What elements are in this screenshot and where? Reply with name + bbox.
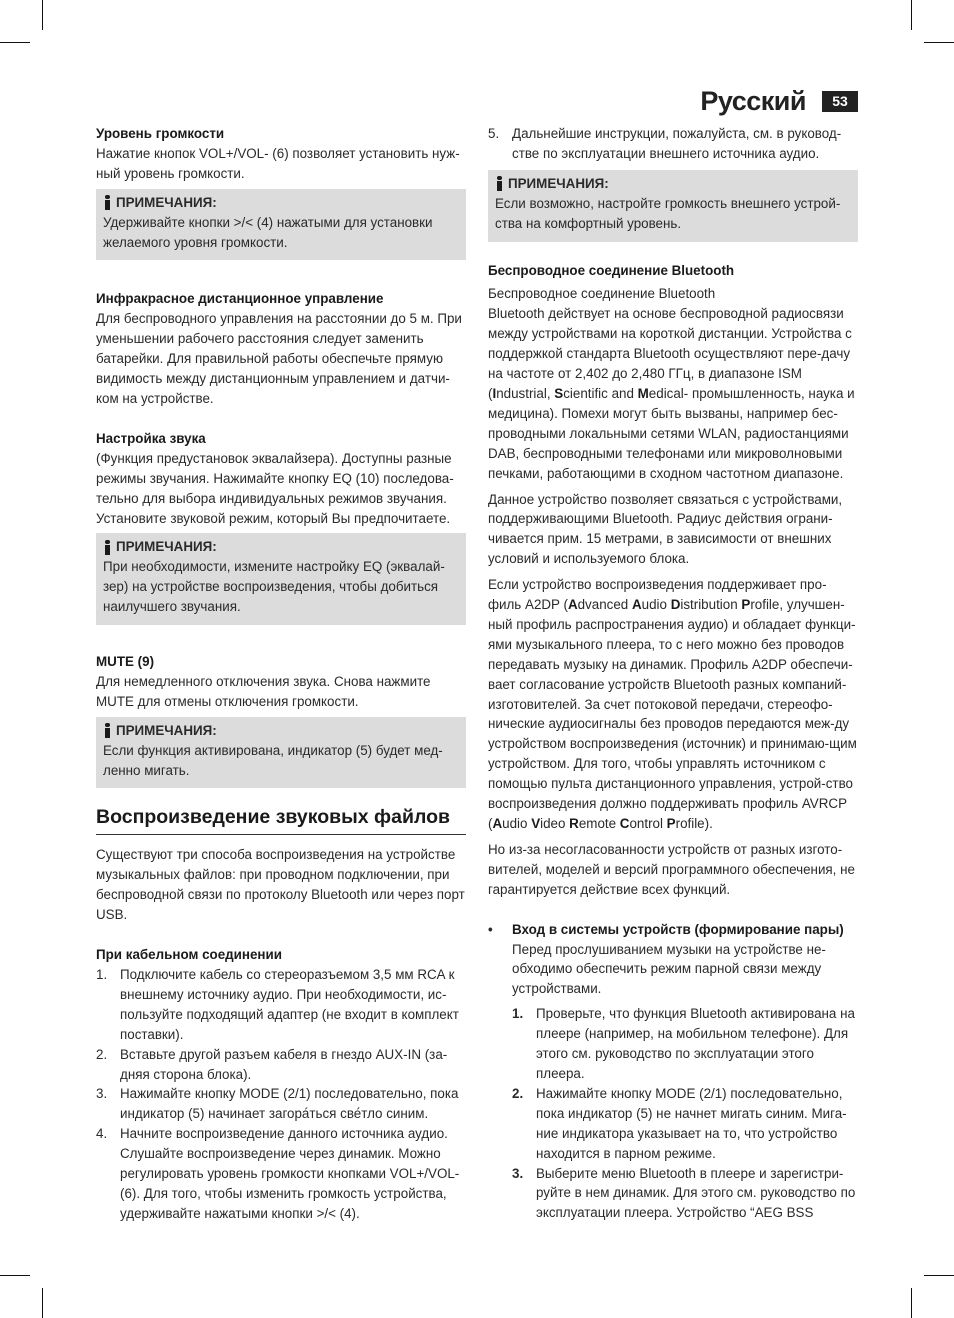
bluetooth-paragraph-2: Данное устройство позволяет связаться с устройствами, поддерживающими Bluetooth. Радиус действия ограни-чивается прим. 15 метрами, в зависимости от внешних условий и используемого блока.: [488, 491, 843, 567]
text-run: cientific and: [563, 385, 638, 401]
list-number: 3.: [512, 1165, 524, 1181]
sound-text: (Функция предустановок эквалайзера). Доступны разные режимы звучания. Нажимайте кнопку EQ (10) последова-тельно для выбора индивидуальных режимов звучания. Установите звуковой режим, который Вы предпочитаете.: [96, 450, 454, 526]
ir-text: Для беспроводного управления на расстоянии до 5 м. При уменьшении рабочего расстояния следует заменить батарейки. Для правильной работы обеспечьте прямую видимость между дистанционным управлением и датчи-ком на устройстве.: [96, 311, 462, 406]
list-text: Проверьте, что функция Bluetooth активирована на плеере (например, на мобильном телефоне). Для этого см. руководство по эксплуатации этого плеера.: [536, 1006, 855, 1081]
text-run: M: [637, 385, 649, 401]
text-run: ideo: [540, 816, 570, 831]
note-label: ПРИМЕЧАНИЯ:: [116, 722, 217, 738]
sound-heading: Настройка звука: [96, 430, 206, 446]
crop-mark: [924, 1275, 954, 1276]
info-icon: [103, 723, 112, 738]
pairing-heading: Вход в системы устройств (формирование пары): [512, 921, 844, 937]
list-item: [96, 1084, 466, 1124]
list-number: 5.: [488, 126, 500, 141]
list-item: [512, 1004, 858, 1084]
list-text: Выберите меню Bluetooth в плеере и зарегистри-руйте в нем динамик. Для этого см. руководство по эксплуатации плеера. Устройство “AEG BSS: [536, 1165, 856, 1221]
page-language-title: Русский: [700, 86, 806, 116]
note-label: ПРИМЕЧАНИЯ:: [116, 539, 217, 555]
external-volume-note: [488, 170, 858, 242]
note-text: Если функция активирована, индикатор (5) будет мед-ленно мигать.: [103, 742, 443, 778]
info-icon: [495, 176, 504, 191]
text-run: V: [531, 816, 541, 831]
bluetooth-paragraph-1: [488, 304, 858, 483]
note-header: [103, 721, 459, 741]
list-text: Начните воспроизведение данного источника аудио. Слушайте воспроизведение через динамик. Можно регулировать уровень громкости кнопками VOL+/VOL-(6). Для того, чтобы изменить громкость устройства, удерживайте нажатыми кнопки >/< (4).: [120, 1126, 460, 1221]
text-run: edical- промышленность, наука и медицина). Помехи могут быть вызваны, например бес-проводными локальными сетями WLAN, радиостанциями DAB, беспроводными телефонами или микроволновыми печками, работающими в сходном частотном диапазоне.: [488, 385, 855, 481]
text-run: emote: [578, 816, 620, 831]
text-run: A: [567, 597, 578, 613]
a2dp-paragraph: [488, 575, 858, 834]
list-text: Вставьте другой разъем кабеля в гнездо AUX-IN (за-дняя сторона блока).: [120, 1046, 448, 1082]
bluetooth-subheading: Беспроводное соединение Bluetooth: [488, 286, 716, 302]
text-run: dvanced: [577, 597, 632, 613]
pairing-steps: [512, 1004, 858, 1223]
crop-mark: [42, 1288, 43, 1318]
crop-mark: [0, 1275, 30, 1276]
list-number: 3.: [96, 1086, 108, 1102]
text-run: P: [741, 597, 751, 613]
volume-note: [96, 189, 466, 261]
list-text: Нажимайте кнопку MODE (2/1) последовательно, пока индикатор (5) начинает загора́ться све́тло синим.: [120, 1086, 459, 1122]
playback-section-title: Воспроизведение звуковых файлов: [96, 804, 466, 835]
note-header: [103, 193, 459, 213]
crop-mark: [0, 42, 30, 43]
mute-heading: MUTE (9): [96, 654, 155, 670]
text-run: ontrol: [629, 816, 667, 831]
bullet-mark: •: [488, 921, 493, 937]
cable-heading: При кабельном соединении: [96, 947, 282, 963]
text-run: R: [569, 816, 579, 831]
list-number: 1.: [96, 967, 108, 982]
volume-text: Нажатие кнопок VOL+/VOL- (6) позволяет установить нуж-ный уровень громкости.: [96, 145, 460, 181]
info-icon: [103, 195, 112, 210]
ir-heading: Инфракрасное дистанционное управление: [96, 291, 384, 307]
note-label: ПРИМЕЧАНИЯ:: [508, 175, 609, 191]
info-icon: [103, 540, 112, 555]
text-run: A: [631, 597, 642, 613]
text-run: udio: [502, 816, 532, 831]
pairing-bullet: [488, 920, 858, 1224]
compatibility-paragraph: Но из-за несогласованности устройств от разных изгото-вителей, моделей и версий программного обеспечения, не гарантируется действие всех функций.: [488, 841, 855, 897]
list-text: Дальнейшие инструкции, пожалуйста, см. в руковод-стве по эксплуатации внешнего источника аудио.: [512, 126, 842, 161]
left-column: [96, 124, 466, 1224]
text-run: rofile, улучшен-ный профиль распространения аудио) и обладает функци-ями музыкального плеера, то с него можно без проводов передавать музыку на динамик. Профиль A2DP обеспечи-вает согласование устройств Bluetooth разных компаний-изготовителей. За счет потоковой передачи, стереофо-нические аудиосигналы без проводов передаются меж-ду устройством воспроизведения (источник) и принимаю-щим устройством. Для того, чтобы управлять источником с помощью пульта дистанционного управления, устрой-ство воспроизведения должно поддерживать профиль AVRCP (: [488, 597, 857, 831]
list-number: 2.: [512, 1085, 524, 1101]
text-run: P: [666, 816, 676, 831]
playback-intro: Существуют три способа воспроизведения на устройстве музыкальных файлов: при проводном подключении, при беспроводной связи по протоколу Bluetooth или через порт USB.: [96, 847, 465, 923]
note-label: ПРИМЕЧАНИЯ:: [116, 194, 217, 210]
bluetooth-heading: Беспроводное соединение Bluetooth: [488, 262, 735, 278]
note-text: Удерживайте кнопки >/< (4) нажатыми для установки желаемого уровня громкости.: [103, 214, 433, 250]
pairing-content: [512, 920, 858, 1224]
text-run: C: [619, 816, 630, 831]
list-item: [96, 1045, 466, 1085]
text-run: A: [492, 816, 503, 831]
list-item: [488, 124, 858, 164]
crop-mark: [911, 0, 912, 30]
text-run: udio: [641, 597, 671, 613]
list-item: [96, 965, 466, 1045]
text-run: Если устройство воспроизведения поддерживает про-филь A2DP (: [488, 577, 827, 613]
sound-note: [96, 533, 466, 625]
pairing-text: Перед прослушиванием музыки на устройстве не-обходимо обеспечить режим парной связи между устройствами.: [512, 941, 826, 997]
list-item: [512, 1084, 858, 1164]
list-item: [96, 1124, 466, 1224]
text-run: D: [670, 597, 681, 613]
mute-text: Для немедленного отключения звука. Снова нажмите MUTE для отмены отключения громкости.: [96, 673, 431, 709]
volume-heading: Уровень громкости: [96, 126, 225, 141]
note-text: Если возможно, настройте громкость внешнего устрой-ства на комфортный уровень.: [495, 195, 841, 231]
text-run: ndustrial,: [496, 385, 555, 401]
cable-steps: [96, 965, 466, 1224]
text-run: rofile).: [675, 816, 713, 831]
list-number: 2.: [96, 1046, 108, 1062]
crop-mark: [42, 0, 43, 30]
text-run: Bluetooth действует на основе беспроводной радиосвязи между устройствами на короткой дистанции. Устройства с поддержкой стандарта Bluetooth осуществляют пере-дачу на частоте от 2,402 до 2,480 ГГц, в диапазоне ISM (: [488, 306, 852, 401]
list-number: 1.: [512, 1006, 524, 1022]
list-number: 4.: [96, 1126, 108, 1142]
mute-note: [96, 717, 466, 789]
crop-mark: [924, 42, 954, 43]
note-header: [495, 174, 851, 194]
list-text: Подключите кабель со стереоразъемом 3,5 мм RCA к внешнему источнику аудио. При необходимости, ис-пользуйте подходящий адаптер (не входит в комплект поставки).: [120, 967, 459, 1042]
text-run: I: [492, 385, 497, 401]
crop-mark: [911, 1288, 912, 1318]
text-run: istribution: [680, 597, 742, 613]
right-column: [488, 124, 858, 1223]
list-text: Нажимайте кнопку MODE (2/1) последовательно, пока индикатор (5) не начнет мигать синим. Мига-ние индикатора указывает на то, что устройство находится в парном режиме.: [536, 1085, 847, 1161]
note-text: При необходимости, измените настройку EQ (эквалай-зер) на устройстве воспроизведения, чтобы добиться наилучшего звучания.: [103, 559, 445, 615]
page-number-badge: 53: [822, 91, 858, 112]
text-run: S: [554, 385, 564, 401]
list-item: [512, 1164, 858, 1224]
note-header: [103, 537, 459, 557]
